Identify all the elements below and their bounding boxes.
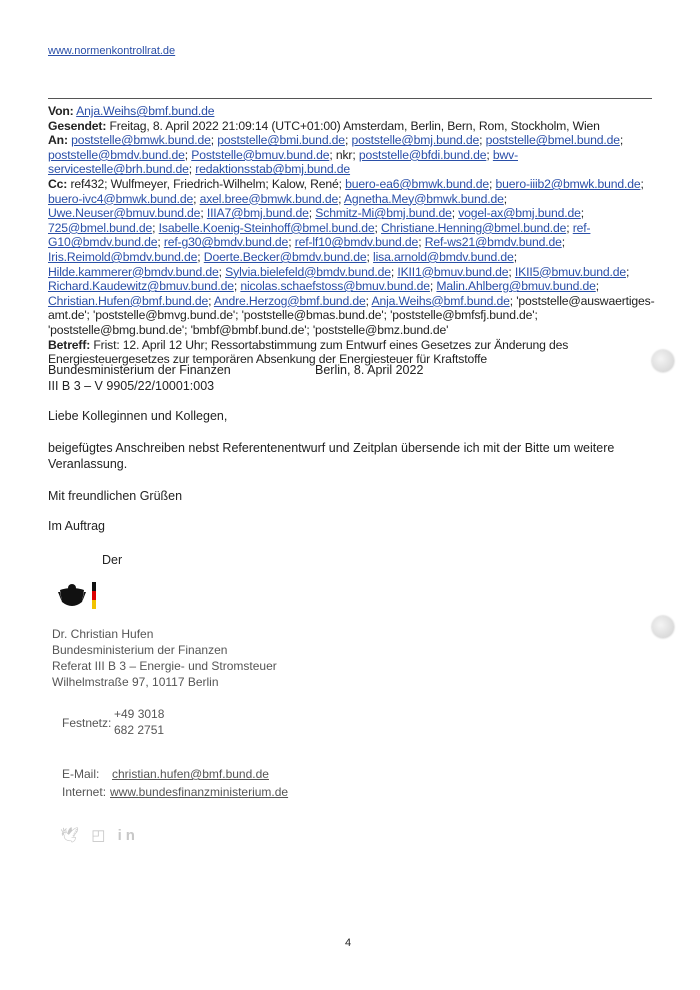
signature-unit: Referat III B 3 – Energie- und Stromsteuer — [52, 659, 277, 673]
recipient-email-link[interactable]: IKII5@bmuv.bund.de — [514, 264, 626, 279]
recipient-email-link[interactable]: buero-iiib2@bmwk.bund.de — [495, 176, 641, 191]
signature-ministry: Bundesministerium der Finanzen — [52, 643, 228, 657]
to-line — [48, 133, 658, 177]
recipient-email-link[interactable]: IIIA7@bmj.bund.de — [206, 206, 309, 221]
recipient-name: 'bmbf@bmbf.bund.de' — [190, 322, 307, 337]
recipient-email-link[interactable]: ref-g30@bmdv.bund.de — [163, 235, 289, 250]
top-link[interactable]: www.normenkontrollrat.de — [48, 45, 176, 57]
recipient-email-link[interactable]: lisa.arnold@bmdv.bund.de — [373, 249, 514, 264]
recipient-name: ref432 — [70, 176, 105, 191]
signature-email[interactable]: christian.hufen@bmf.bund.de — [112, 767, 269, 781]
phone-line1: +49 3018 — [114, 707, 165, 721]
recipient-name: 'poststelle@bmvg.bund.de' — [93, 308, 236, 323]
sent-label: Gesendet: — [48, 118, 107, 133]
ministry-line: Bundesministerium der Finanzen — [48, 363, 231, 377]
recipient-email-link[interactable]: Isabelle.Koenig-Steinhoff@bmel.bund.de — [158, 220, 375, 235]
recipient-email-link[interactable]: buero-ea6@bmwk.bund.de — [345, 176, 490, 191]
internet-label: Internet: — [62, 785, 107, 799]
punch-hole — [652, 350, 674, 372]
recipient-name: 'poststelle@bmas.bund.de' — [241, 308, 384, 323]
recipient-email-link[interactable]: Sylvia.bielefeld@bmdv.bund.de — [225, 264, 391, 279]
recipient-email-link[interactable]: Uwe.Neuser@bmuv.bund.de — [48, 206, 201, 221]
recipient-name: 'poststelle@bmg.bund.de' — [48, 322, 185, 337]
recipient-name: 'poststelle@auswaertiges-amt.de' — [48, 293, 655, 323]
recipient-email-link[interactable]: Doerte.Becker@bmdv.bund.de — [203, 249, 367, 264]
recipient-email-link[interactable]: Iris.Reimold@bmdv.bund.de — [48, 249, 198, 264]
recipient-email-link[interactable]: buero-ivc4@bmwk.bund.de — [48, 191, 194, 206]
recipient-email-link[interactable]: Anja.Weihs@bmf.bund.de — [371, 293, 510, 308]
closing: Mit freundlichen Grüßen — [48, 489, 183, 503]
subject-value: Frist: 12. April 12 Uhr; Ressortabstimmung zum Entwurf eines Gesetzes zur Änderung des Energiesteuergesetzes zur temporären Absenkung der Energiesteuer für Kraftstoffe — [48, 337, 569, 367]
place-date: Berlin, 8. April 2022 — [315, 363, 424, 377]
recipient-email-link[interactable]: Christiane.Henning@bmel.bund.de — [381, 220, 567, 235]
to-label: An: — [48, 133, 68, 148]
recipient-name: 'poststelle@bmz.bund.de' — [312, 322, 449, 337]
recipient-email-link[interactable]: Ref-ws21@bmdv.bund.de — [424, 235, 562, 250]
recipient-email-link[interactable]: Malin.Ahlberg@bmuv.bund.de — [436, 279, 596, 294]
im-auftrag: Im Auftrag — [48, 519, 105, 533]
instagram-icon[interactable]: ◰ — [91, 827, 110, 844]
header-divider — [48, 98, 652, 99]
greeting: Liebe Kolleginnen und Kollegen, — [48, 409, 228, 423]
sent-value: Freitag, 8. April 2022 21:09:14 (UTC+01:00) Amsterdam, Berlin, Bern, Rom, Stockholm, Wien — [109, 118, 600, 133]
recipient-email-link[interactable]: axel.bree@bmwk.bund.de — [199, 191, 339, 206]
recipient-email-link[interactable]: poststelle@bmi.bund.de — [217, 133, 345, 148]
recipient-email-link[interactable]: Christian.Hufen@bmf.bund.de — [48, 293, 209, 308]
recipient-email-link[interactable]: Agnetha.Mey@bmwk.bund.de — [343, 191, 504, 206]
reference-number: III B 3 – V 9905/22/10001:003 — [48, 379, 215, 393]
to-recipients: poststelle@bmwk.bund.de; poststelle@bmi.bund.de; poststelle@bmj.bund.de; poststelle@bmel.bund.de; poststelle@bmdv.bund.de; Poststelle@bmuv.bund.de; nkr; poststelle@bfdi.bund.de; bwv-servicestelle@brh.bund.de; redaktionsstab@bmj.bund.de — [48, 133, 624, 177]
recipient-email-link[interactable]: redaktionsstab@bmj.bund.de — [195, 162, 351, 177]
social-icons — [60, 826, 139, 844]
phone-line2: 682 2751 — [114, 723, 165, 737]
from-label: Von: — [48, 104, 74, 118]
from-address[interactable]: Anja.Weihs@bmf.bund.de — [76, 104, 215, 118]
sent-line — [48, 119, 658, 134]
recipient-email-link[interactable]: nicolas.schaefstoss@bmuv.bund.de — [240, 279, 430, 294]
twitter-icon[interactable]: 🕊 — [60, 827, 84, 844]
recipient-name: Wulfmeyer, Friedrich-Wilhelm — [110, 176, 266, 191]
cc-line — [48, 177, 658, 338]
federal-eagle-logo — [56, 580, 102, 612]
recipient-email-link[interactable]: vogel-ax@bmj.bund.de — [458, 206, 581, 221]
recipient-email-link[interactable]: poststelle@bfdi.bund.de — [358, 147, 487, 162]
signature-address: Wilhelmstraße 97, 10117 Berlin — [52, 675, 219, 689]
recipient-email-link[interactable]: ref-G10@bmdv.bund.de — [48, 220, 591, 250]
page-number: 4 — [345, 937, 352, 949]
cc-label: Cc: — [48, 176, 68, 191]
recipient-name: nkr — [335, 147, 353, 162]
der: Der — [102, 553, 123, 567]
recipient-email-link[interactable]: 725@bmel.bund.de — [48, 220, 153, 235]
recipient-email-link[interactable]: bwv-servicestelle@brh.bund.de — [48, 147, 518, 177]
linkedin-icon[interactable]: in — [117, 827, 139, 844]
recipient-email-link[interactable]: Hilde.kammerer@bmdv.bund.de — [48, 264, 219, 279]
from-line — [48, 104, 658, 119]
recipient-email-link[interactable]: ref-lf10@bmdv.bund.de — [294, 235, 419, 250]
recipient-email-link[interactable]: Poststelle@bmuv.bund.de — [191, 147, 330, 162]
recipient-email-link[interactable]: poststelle@bmel.bund.de — [485, 133, 620, 148]
recipient-email-link[interactable]: IKII1@bmuv.bund.de — [397, 264, 509, 279]
recipient-email-link[interactable]: poststelle@bmdv.bund.de — [48, 147, 185, 162]
recipient-email-link[interactable]: Andre.Herzog@bmf.bund.de — [213, 293, 366, 308]
cc-recipients: ref432; Wulfmeyer, Friedrich-Wilhelm; Kalow, René; buero-ea6@bmwk.bund.de; buero-iiib2@bmwk.bund.de; buero-ivc4@bmwk.bund.de; axel.bree@bmwk.bund.de; Agnetha.Mey@bmwk.bund.de; Uwe.Neuser@bmuv.bund.de; IIIA7@bmj.bund.de; Schmitz-Mi@bmj.bund.de; vogel-ax@bmj.bund.de; 725@bmel.bund.de; Isabelle.Koenig-Steinhoff@bmel.bund.de; Christiane.Henning@bmel.bund.de; ref-G10@bmdv.bund.de; ref-g30@bmdv.bund.de; ref-lf10@bmdv.bund.de; Ref-ws21@bmdv.bund.de; Iris.Reimold@bmdv.bund.de; Doerte.Becker@bmdv.bund.de; lisa.arnold@bmdv.bund.de; Hilde.kammerer@bmdv.bund.de; Sylvia.bielefeld@bmdv.bund.de; IKII1@bmuv.bund.de; IKII5@bmuv.bund.de; Richard.Kaudewitz@bmuv.bund.de; nicolas.schaefstoss@bmuv.bund.de; Malin.Ahlberg@bmuv.bund.de; Christian.Hufen@bmf.bund.de; Andre.Herzog@bmf.bund.de; Anja.Weihs@bmf.bund.de; 'poststelle@auswaertiges-amt.de'; 'poststelle@bmvg.bund.de'; 'poststelle@bmas.bund.de'; 'poststelle@bmfsfj.bund.de'; 'poststelle@bmg.bund.de'; 'bmbf@bmbf.bund.de'; 'poststelle@bmz.bund.de' — [48, 176, 655, 337]
recipient-email-link[interactable]: poststelle@bmj.bund.de — [351, 133, 480, 148]
email-header — [48, 104, 658, 367]
recipient-name: Kalow, René — [271, 176, 339, 191]
signature-website[interactable]: www.bundesfinanzministerium.de — [110, 785, 289, 799]
signature-name: Dr. Christian Hufen — [52, 627, 154, 641]
recipient-email-link[interactable]: Schmitz-Mi@bmj.bund.de — [315, 206, 452, 221]
recipient-email-link[interactable]: Richard.Kaudewitz@bmuv.bund.de — [48, 279, 234, 294]
recipient-name: 'poststelle@bmfsfj.bund.de' — [390, 308, 535, 323]
festnetz-label: Festnetz: — [62, 716, 112, 730]
email-label: E-Mail: — [62, 767, 100, 781]
body-text: beigefügtes Anschreiben nebst Referentenentwurf und Zeitplan übersende ich mit der Bitte um weitere Veranlassung. — [48, 441, 615, 471]
punch-hole — [652, 616, 674, 638]
subject-label: Betreff: — [48, 337, 91, 352]
recipient-email-link[interactable]: poststelle@bmwk.bund.de — [71, 133, 211, 148]
